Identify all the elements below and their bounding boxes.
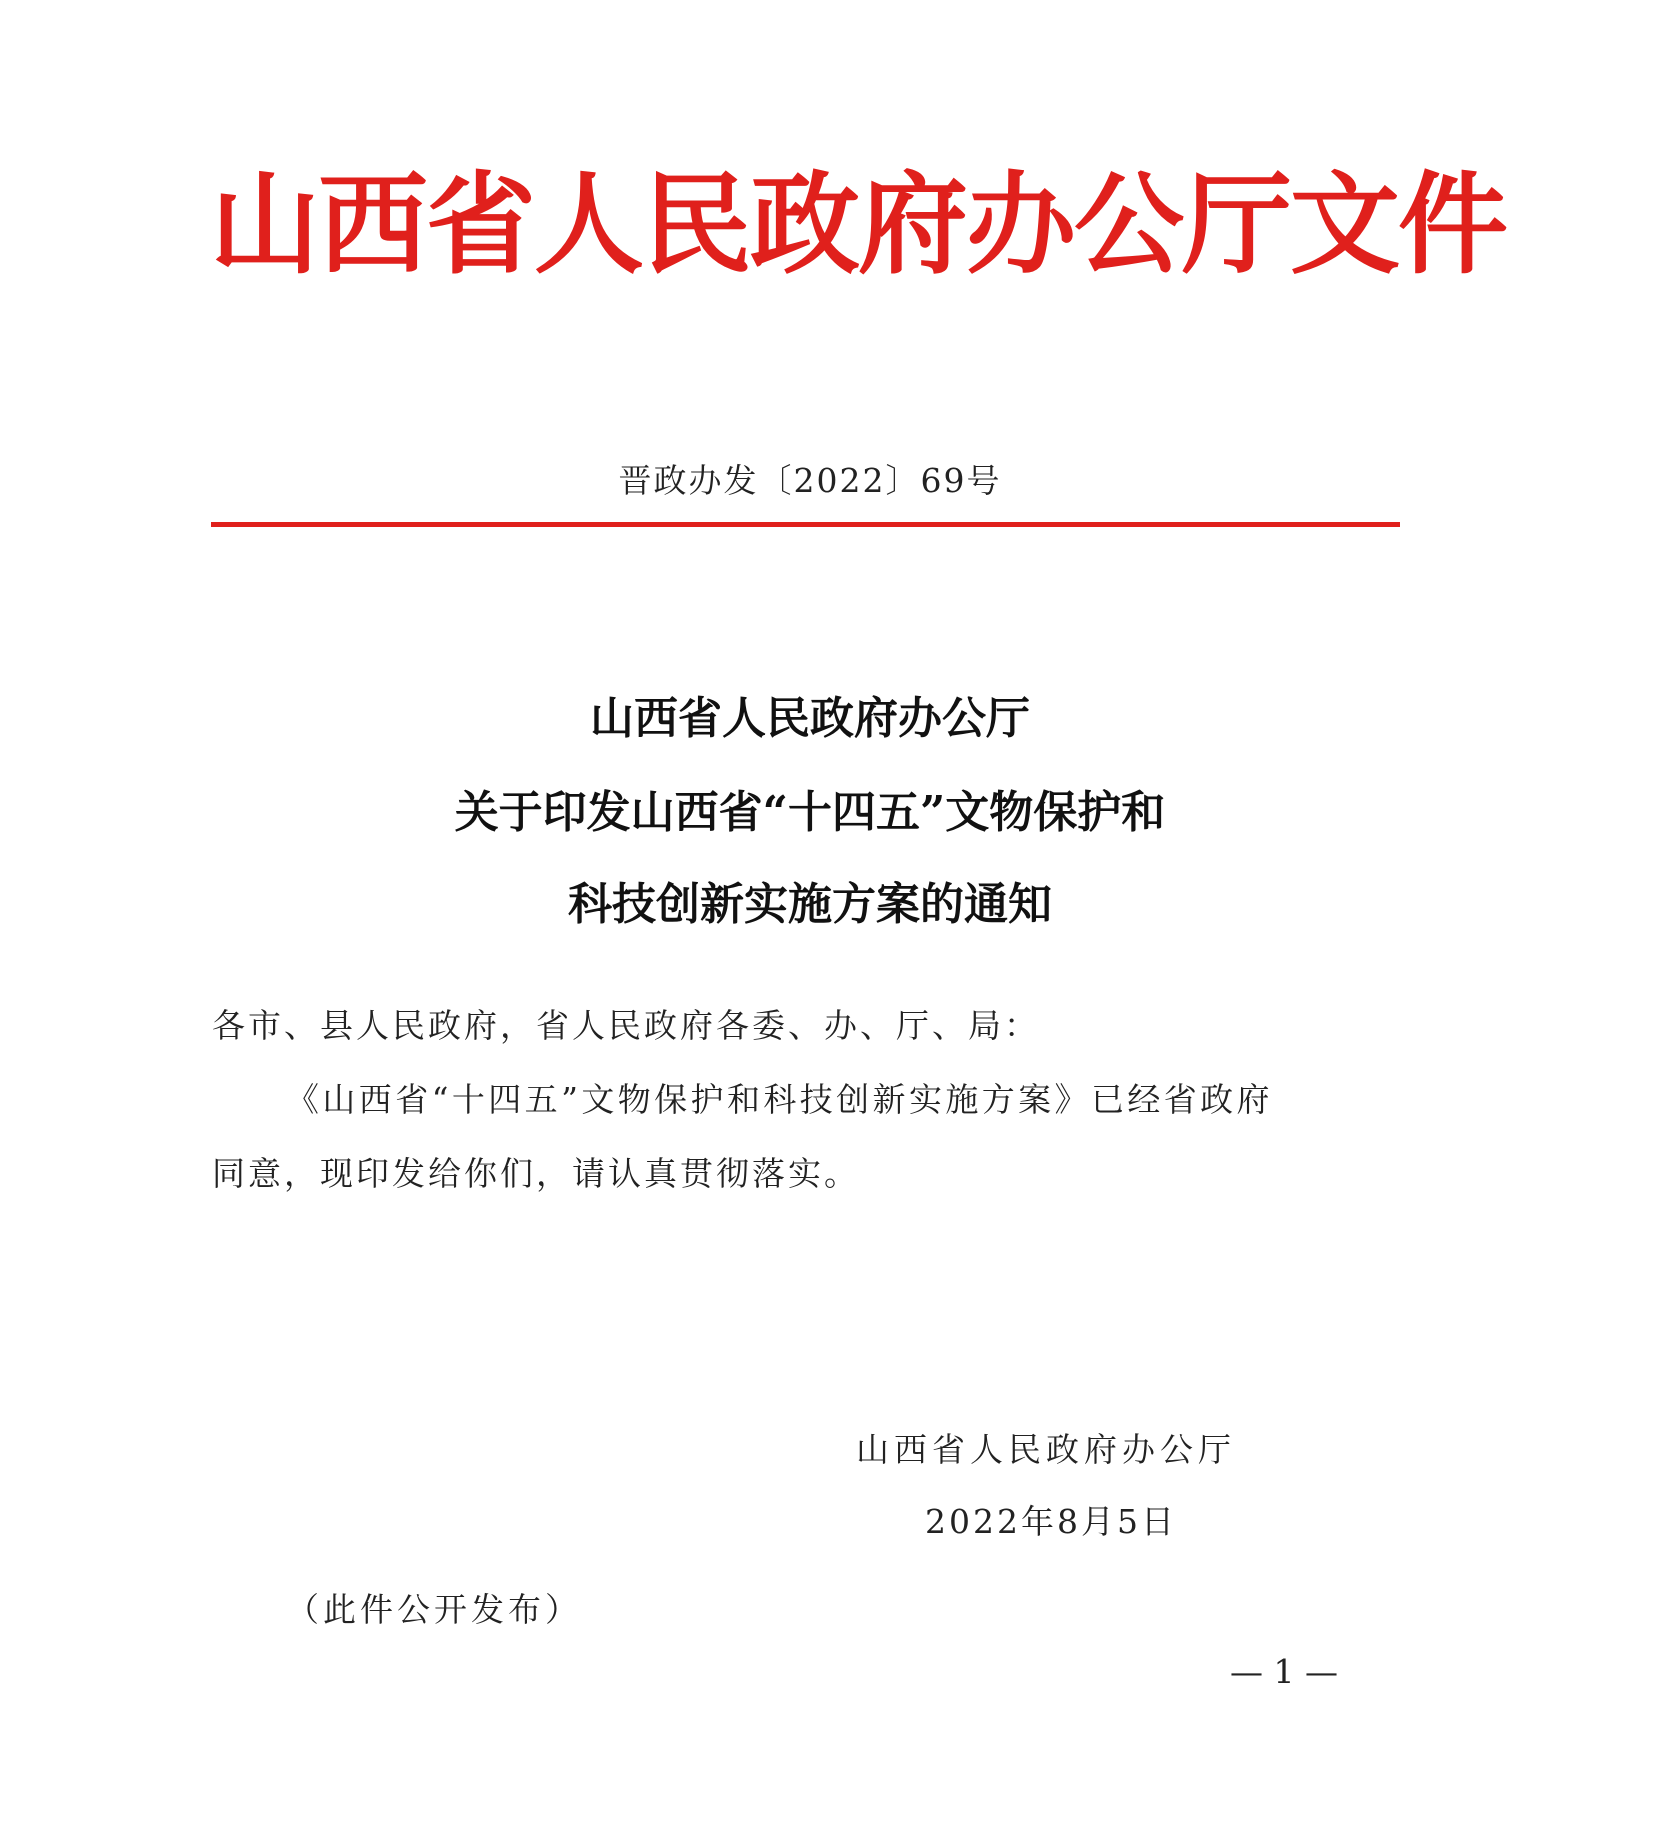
public-release-note: （此件公开发布） <box>286 1590 582 1629</box>
signature-date: 2022年8月5日 <box>925 1502 1177 1541</box>
document-number: 晋政办发〔2022〕69号 <box>618 461 1002 500</box>
title-line-1: 山西省人民政府办公厅 <box>590 693 1030 744</box>
page-number: — 1 — <box>1230 1652 1338 1691</box>
signature-organization: 山西省人民政府办公厅 <box>856 1430 1236 1469</box>
document-masthead: 山西省人民政府办公厅文件 <box>210 160 1506 289</box>
red-separator-line <box>211 522 1400 527</box>
title-line-3: 科技创新实施方案的通知 <box>568 879 1052 930</box>
title-line-2: 关于印发山西省“十四五”文物保护和 <box>454 787 1166 838</box>
body-paragraph-line-1: 《山西省“十四五”文物保护和科技创新实施方案》已经省政府 <box>286 1080 1273 1119</box>
addressee-line: 各市、县人民政府，省人民政府各委、办、厅、局： <box>212 1006 1040 1045</box>
body-paragraph-line-2: 同意，现印发给你们，请认真贯彻落实。 <box>212 1154 860 1193</box>
